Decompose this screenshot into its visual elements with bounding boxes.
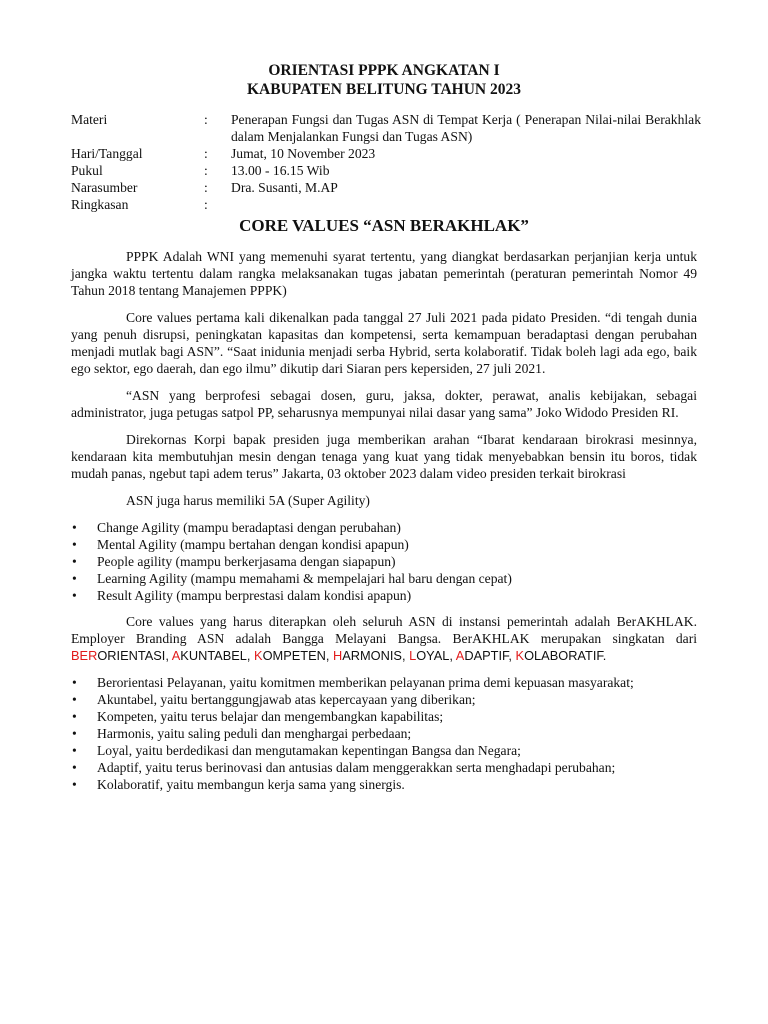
bullet-icon: • <box>72 571 77 586</box>
paragraph-birokrasi-arahan: Direkornas Korpi bapak presiden juga memberikan arahan “Ibarat kendaraan birokrasi mesinnya, kendaraan kita membutuhjan mesin dengan tenaga yang kuat yang tidak menyebabkan bensin itu boros, tidak mudah panas, ngebut tapi adem terus” Jakarta, 03 oktober 2023 dalam video presiden terkait birokrasi <box>71 432 697 481</box>
meta-value: Penerapan Fungsi dan Tugas ASN di Tempat Kerja ( Penerapan Nilai-nilai Berakhlak dalam Menjalankan Fungsi dan Tugas ASN) <box>231 112 701 144</box>
acronym-letter: K <box>254 648 263 663</box>
acronym-letter: K <box>515 648 525 663</box>
bullet-icon: • <box>72 777 77 792</box>
document-header <box>0 61 768 99</box>
paragraph-berakhlak <box>71 613 697 664</box>
bullet-icon: • <box>72 537 77 552</box>
list-item <box>71 776 697 793</box>
acronym-letter: A <box>171 648 181 663</box>
meta-label: Narasumber <box>71 180 138 195</box>
acronym-rest: OLABORATIF. <box>524 648 607 663</box>
agility-list <box>71 519 697 604</box>
paragraph-super-agility: ASN juga harus memiliki 5A (Super Agility) <box>126 493 370 508</box>
list-item <box>71 570 697 587</box>
list-item-text: Mental Agility (mampu bertahan dengan kondisi apapun) <box>97 537 409 552</box>
list-item-text: Learning Agility (mampu memahami & mempelajari hal baru dengan cepat) <box>97 571 512 586</box>
list-item <box>71 725 697 742</box>
acronym-rest: OMPETEN, <box>262 648 333 663</box>
meta-value: Dra. Susanti, M.AP <box>231 180 338 195</box>
bullet-icon: • <box>72 588 77 603</box>
meta-value: Jumat, 10 November 2023 <box>231 146 376 161</box>
meta-label: Materi <box>71 112 108 127</box>
list-item-text: Loyal, yaitu berdedikasi dan mengutamakan kepentingan Bangsa dan Negara; <box>97 743 521 758</box>
list-item <box>71 742 697 759</box>
acronym-letter: BER <box>71 648 98 663</box>
section-title: CORE VALUES “ASN BERAKHLAK” <box>239 216 529 235</box>
meta-row-materi <box>71 111 701 145</box>
meta-colon: : <box>204 197 208 212</box>
meta-value <box>231 196 701 213</box>
list-item <box>71 536 697 553</box>
meta-colon: : <box>204 180 208 195</box>
meta-label: Ringkasan <box>71 197 129 212</box>
meta-table <box>71 111 701 213</box>
list-item-text: Berorientasi Pelayanan, yaitu komitmen memberikan pelayanan prima demi kepuasan masyarakat; <box>97 675 634 690</box>
paragraph-president-quote: “ASN yang berprofesi sebagai dosen, guru, jaksa, dokter, perawat, analis kebijakan, sebagai administrator, juga petugas satpol PP, seharusnya mempunyai nilai dasar yang sama” Joko Widodo Presiden RI. <box>71 388 697 420</box>
bullet-icon: • <box>72 726 77 741</box>
bullet-icon: • <box>72 520 77 535</box>
acronym-letter: A <box>455 648 465 663</box>
bullet-icon: • <box>72 554 77 569</box>
acronym-expansion <box>71 648 606 663</box>
list-item <box>71 759 697 776</box>
paragraph-berakhlak-text: Core values yang harus diterapkan oleh seluruh ASN di instansi pemerintah adalah BerAKHLAK. Employer Branding ASN adalah Bangga Melayani Bangsa. BerAKHLAK merupakan singkatan dari <box>71 614 697 646</box>
bullet-icon: • <box>72 675 77 690</box>
meta-colon: : <box>204 163 208 178</box>
paragraph-pppk-definition: PPPK Adalah WNI yang memenuhi syarat tertentu, yang diangkat berdasarkan perjanjian kerja untuk jangka waktu tertentu dalam rangka melaksanakan tugas jabatan pemerintah (peraturan pemerintah Nomor 49 Tahun 2018 tentang Manajemen PPPK) <box>71 249 697 298</box>
acronym-rest: ORIENTASI, <box>97 648 172 663</box>
list-item-text: Harmonis, yaitu saling peduli dan menghargai perbedaan; <box>97 726 412 741</box>
bullet-icon: • <box>72 692 77 707</box>
meta-row-hari-tanggal <box>71 145 701 162</box>
meta-row-ringkasan <box>71 196 701 213</box>
list-item-text: Result Agility (mampu berprestasi dalam kondisi apapun) <box>97 588 412 603</box>
meta-row-narasumber <box>71 179 701 196</box>
header-title: ORIENTASI PPPK ANGKATAN I <box>268 62 500 79</box>
paragraph-core-values-history: Core values pertama kali dikenalkan pada tanggal 27 Juli 2021 pada pidato Presiden. “di tengah dunia yang penuh disrupsi, peningkatan kapasitas dan kompetensi, serta kemampuan beradaptasi dengan perubahan menjadi mutlak bagi ASN”. “Saat inidunia menjadi serba Hybrid, serta kolaboratif. Tidak boleh lagi ada ego, baik ego sektor, ego daerah, dan ego ilmu” dikutip dari Siaran pers kepersiden, 27 juli 2021. <box>71 310 697 376</box>
meta-label: Hari/Tanggal <box>71 146 143 161</box>
acronym-rest: ARMONIS, <box>342 648 410 663</box>
header-subtitle: KABUPATEN BELITUNG TAHUN 2023 <box>246 81 521 98</box>
acronym-letter: H <box>332 648 343 663</box>
acronym-rest: DAPTIF, <box>464 648 516 663</box>
meta-colon: : <box>204 146 208 161</box>
bullet-icon: • <box>72 743 77 758</box>
list-item <box>71 691 697 708</box>
list-item-text: Kompeten, yaitu terus belajar dan mengembangkan kapabilitas; <box>97 709 444 724</box>
document-body <box>71 248 697 802</box>
meta-label: Pukul <box>71 163 103 178</box>
meta-colon: : <box>204 112 208 127</box>
list-item-text: Adaptif, yaitu terus berinovasi dan antusias dalam menggerakkan serta menghadapi perubahan; <box>97 760 616 775</box>
bullet-icon: • <box>72 760 77 775</box>
list-item <box>71 519 697 536</box>
meta-value: 13.00 - 16.15 Wib <box>231 163 330 178</box>
list-item-text: People agility (mampu berkerjasama dengan siapapun) <box>97 554 396 569</box>
bullet-icon: • <box>72 709 77 724</box>
acronym-rest: OYAL, <box>416 648 456 663</box>
list-item-text: Change Agility (mampu beradaptasi dengan perubahan) <box>97 520 401 535</box>
acronym-rest: KUNTABEL, <box>180 648 255 663</box>
list-item <box>71 674 697 691</box>
list-item <box>71 708 697 725</box>
meta-row-pukul <box>71 162 701 179</box>
list-item-text: Kolaboratif, yaitu membangun kerja sama yang sinergis. <box>97 777 405 792</box>
list-item <box>71 553 697 570</box>
list-item <box>71 587 697 604</box>
acronym-letter: L <box>409 648 417 663</box>
values-list <box>71 674 697 793</box>
list-item-text: Akuntabel, yaitu bertanggungjawab atas kepercayaan yang diberikan; <box>97 692 476 707</box>
